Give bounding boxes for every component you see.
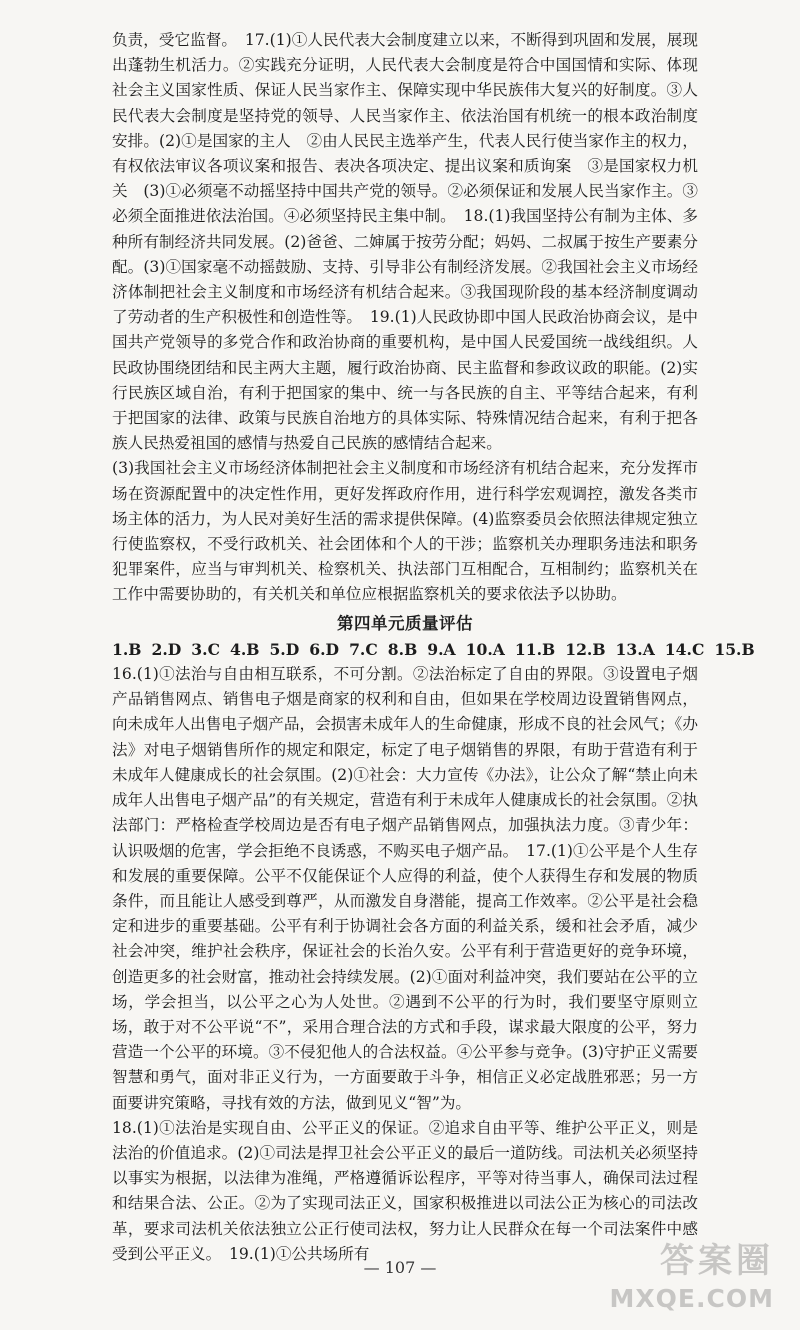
- watermark-url: MXQE.COM: [609, 1284, 774, 1313]
- answer-item: 12.B: [565, 639, 606, 659]
- answer-item: 2.D: [151, 639, 182, 659]
- answer-item: 13.A: [615, 639, 655, 659]
- answer-item: 10.A: [465, 639, 505, 659]
- page-number: — 107 —: [363, 1258, 437, 1277]
- answer-item: 9.A: [427, 639, 456, 659]
- answer-paragraph: 18.(1)①法治是实现自由、公平正义的保证。②追求自由平等、维护公平正义，则是法治的价值追求。(2)①司法是捍卫社会公平正义的最后一道防线。司法机关必须坚持以事实为根据，以法律为准绳，严格遵循诉讼程序，平等对待当事人，确保司法过程和结果合法、公正。②为了实现司法正义，国家积极推进以司法公正为核心的司法改革，要求司法机关依法独立公正行使司法权，努力让人民群众在每一个司法案件中感受到公平正义。 19.(1)①公共场所有: [112, 1118, 698, 1263]
- answer-paragraph: 负责，受它监督。 17.(1)①人民代表大会制度建立以来，不断得到巩固和发展，展现出蓬勃生机活力。②实践充分证明，人民代表大会制度是符合中国国情和实际、体现社会主义国家性质、保证人民当家作主、保障实现中华民族伟大复兴的好制度。③人民代表大会制度是坚持党的领导、人民当家作主、依法治国有机统一的根本政治制度安排。(2)①是国家的主人 ②由人民民主选举产生，代表人民行使当家作主的权力，有权依法审议各项议案和报告、表决各项决定、提出议案和质询案 ③是国家权力机关 (3)①必须毫不动摇坚持中国共产党的领导。②必须保证和发展人民当家作主。③必须全面推进依法治国。④必须坚持民主集中制。 18.(1)我国坚持公有制为主体、多种所有制经济共同发展。(2)爸爸、二婶属于按劳分配；妈妈、二叔属于按生产要素分配。(3)①国家毫不动摇鼓励、支持、引导非公有制经济发展。②我国社会主义市场经济体制把社会主义制度和市场经济有机结合起来。③我国现阶段的基本经济制度调动了劳动者的生产积极性和创造性等。 19.(1)人民政协即中国人民政治协商会议，是中国共产党领导的多党合作和政治协商的重要机构，是中国人民爱国统一战线组织。人民政协围绕团结和民主两大主题，履行政治协商、民主监督和参政议政的职能。(2)实行民族区域自治，有利于把国家的集中、统一与各民族的自主、平等结合起来，有利于把国家的法律、政策与民族自治地方的具体实际、特殊情况结合起来，有利于把各族人民热爱祖国的感情与热爱自己民族的感情结合起来。: [112, 31, 698, 453]
- section-title: 第四单元质量评估: [337, 613, 473, 633]
- answer-paragraph: (3)我国社会主义市场经济体制把社会主义制度和市场经济有机结合起来，充分发挥市场在资源配置中的决定性作用，更好发挥政府作用，进行科学宏观调控，激发各类市场主体的活力，为人民对美好生活的需求提供保障。(4)监察委员会依照法律规定独立行使监察权，不受行政机关、社会团体和个人的干涉；监察机关办理职务违法和职务犯罪案件，应当与审判机关、检察机关、执法部门互相配合，互相制约；监察机关在工作中需要协助的，有关机关和单位应根据监察机关的要求依法予以协助。: [112, 459, 698, 604]
- answer-item: 1.B: [112, 639, 142, 659]
- answer-item: 4.B: [229, 639, 260, 659]
- answer-item: 6.D: [309, 639, 340, 659]
- answer-item: 14.C: [664, 639, 705, 659]
- answer-item: 8.B: [387, 639, 418, 659]
- watermark-logo-text: 答案圈: [660, 1241, 774, 1281]
- multiple-choice-answers: [112, 637, 755, 662]
- answer-item: 5.D: [269, 639, 300, 659]
- answer-item: 15.B: [714, 639, 755, 659]
- answer-item: 7.C: [349, 639, 378, 659]
- site-watermark: [574, 1238, 774, 1322]
- answer-paragraph: 16.(1)①法治与自由相互联系，不可分割。②法治标定了自由的界限。③设置电子烟产品销售网点、销售电子烟是商家的权利和自由，但如果在学校周边设置销售网点，向未成年人出售电子烟产品，会损害未成年人的生命健康，形成不良的社会风气；《办法》对电子烟销售所作的规定和限定，标定了电子烟销售的界限，有助于营造有利于未成年人健康成长的社会氛围。(2)①社会：大力宣传《办法》，让公众了解“禁止向未成年人出售电子烟产品”的有关规定，营造有利于未成年人健康成长的社会氛围。②执法部门：严格检查学校周边是否有电子烟产品销售网点，加强执法力度。③青少年：认识吸烟的危害，学会拒绝不良诱惑，不购买电子烟产品。 17.(1)①公平是个人生存和发展的重要保障。公平不仅能保证个人应得的利益，使个人获得生存和发展的物质条件，而且能让人感受到尊严，从而激发自身潜能，提高工作效率。②公平是社会稳定和进步的重要基础。公平有利于协调社会各方面的利益关系，缓和社会矛盾，减少社会冲突，维护社会秩序，保证社会的长治久安。公平有利于营造更好的竞争环境，创造更多的社会财富，推动社会持续发展。(2)①面对利益冲突，我们要站在公平的立场，学会担当，以公平之心为人处世。②遇到不公平的行为时，我们要坚守原则立场，敢于对不公平说“不”，采用合理合法的方式和手段，谋求最大限度的公平，努力营造一个公平的环境。③不侵犯他人的合法权益。④公平参与竞争。(3)守护正义需要智慧和勇气，面对非正义行为，一方面要敢于斗争，相信正义必定战胜邪恶；另一方面要讲究策略，寻找有效的方法，做到见义“智”为。: [112, 665, 698, 1112]
- answer-item: 3.C: [191, 639, 220, 659]
- answer-item: 11.B: [514, 639, 556, 659]
